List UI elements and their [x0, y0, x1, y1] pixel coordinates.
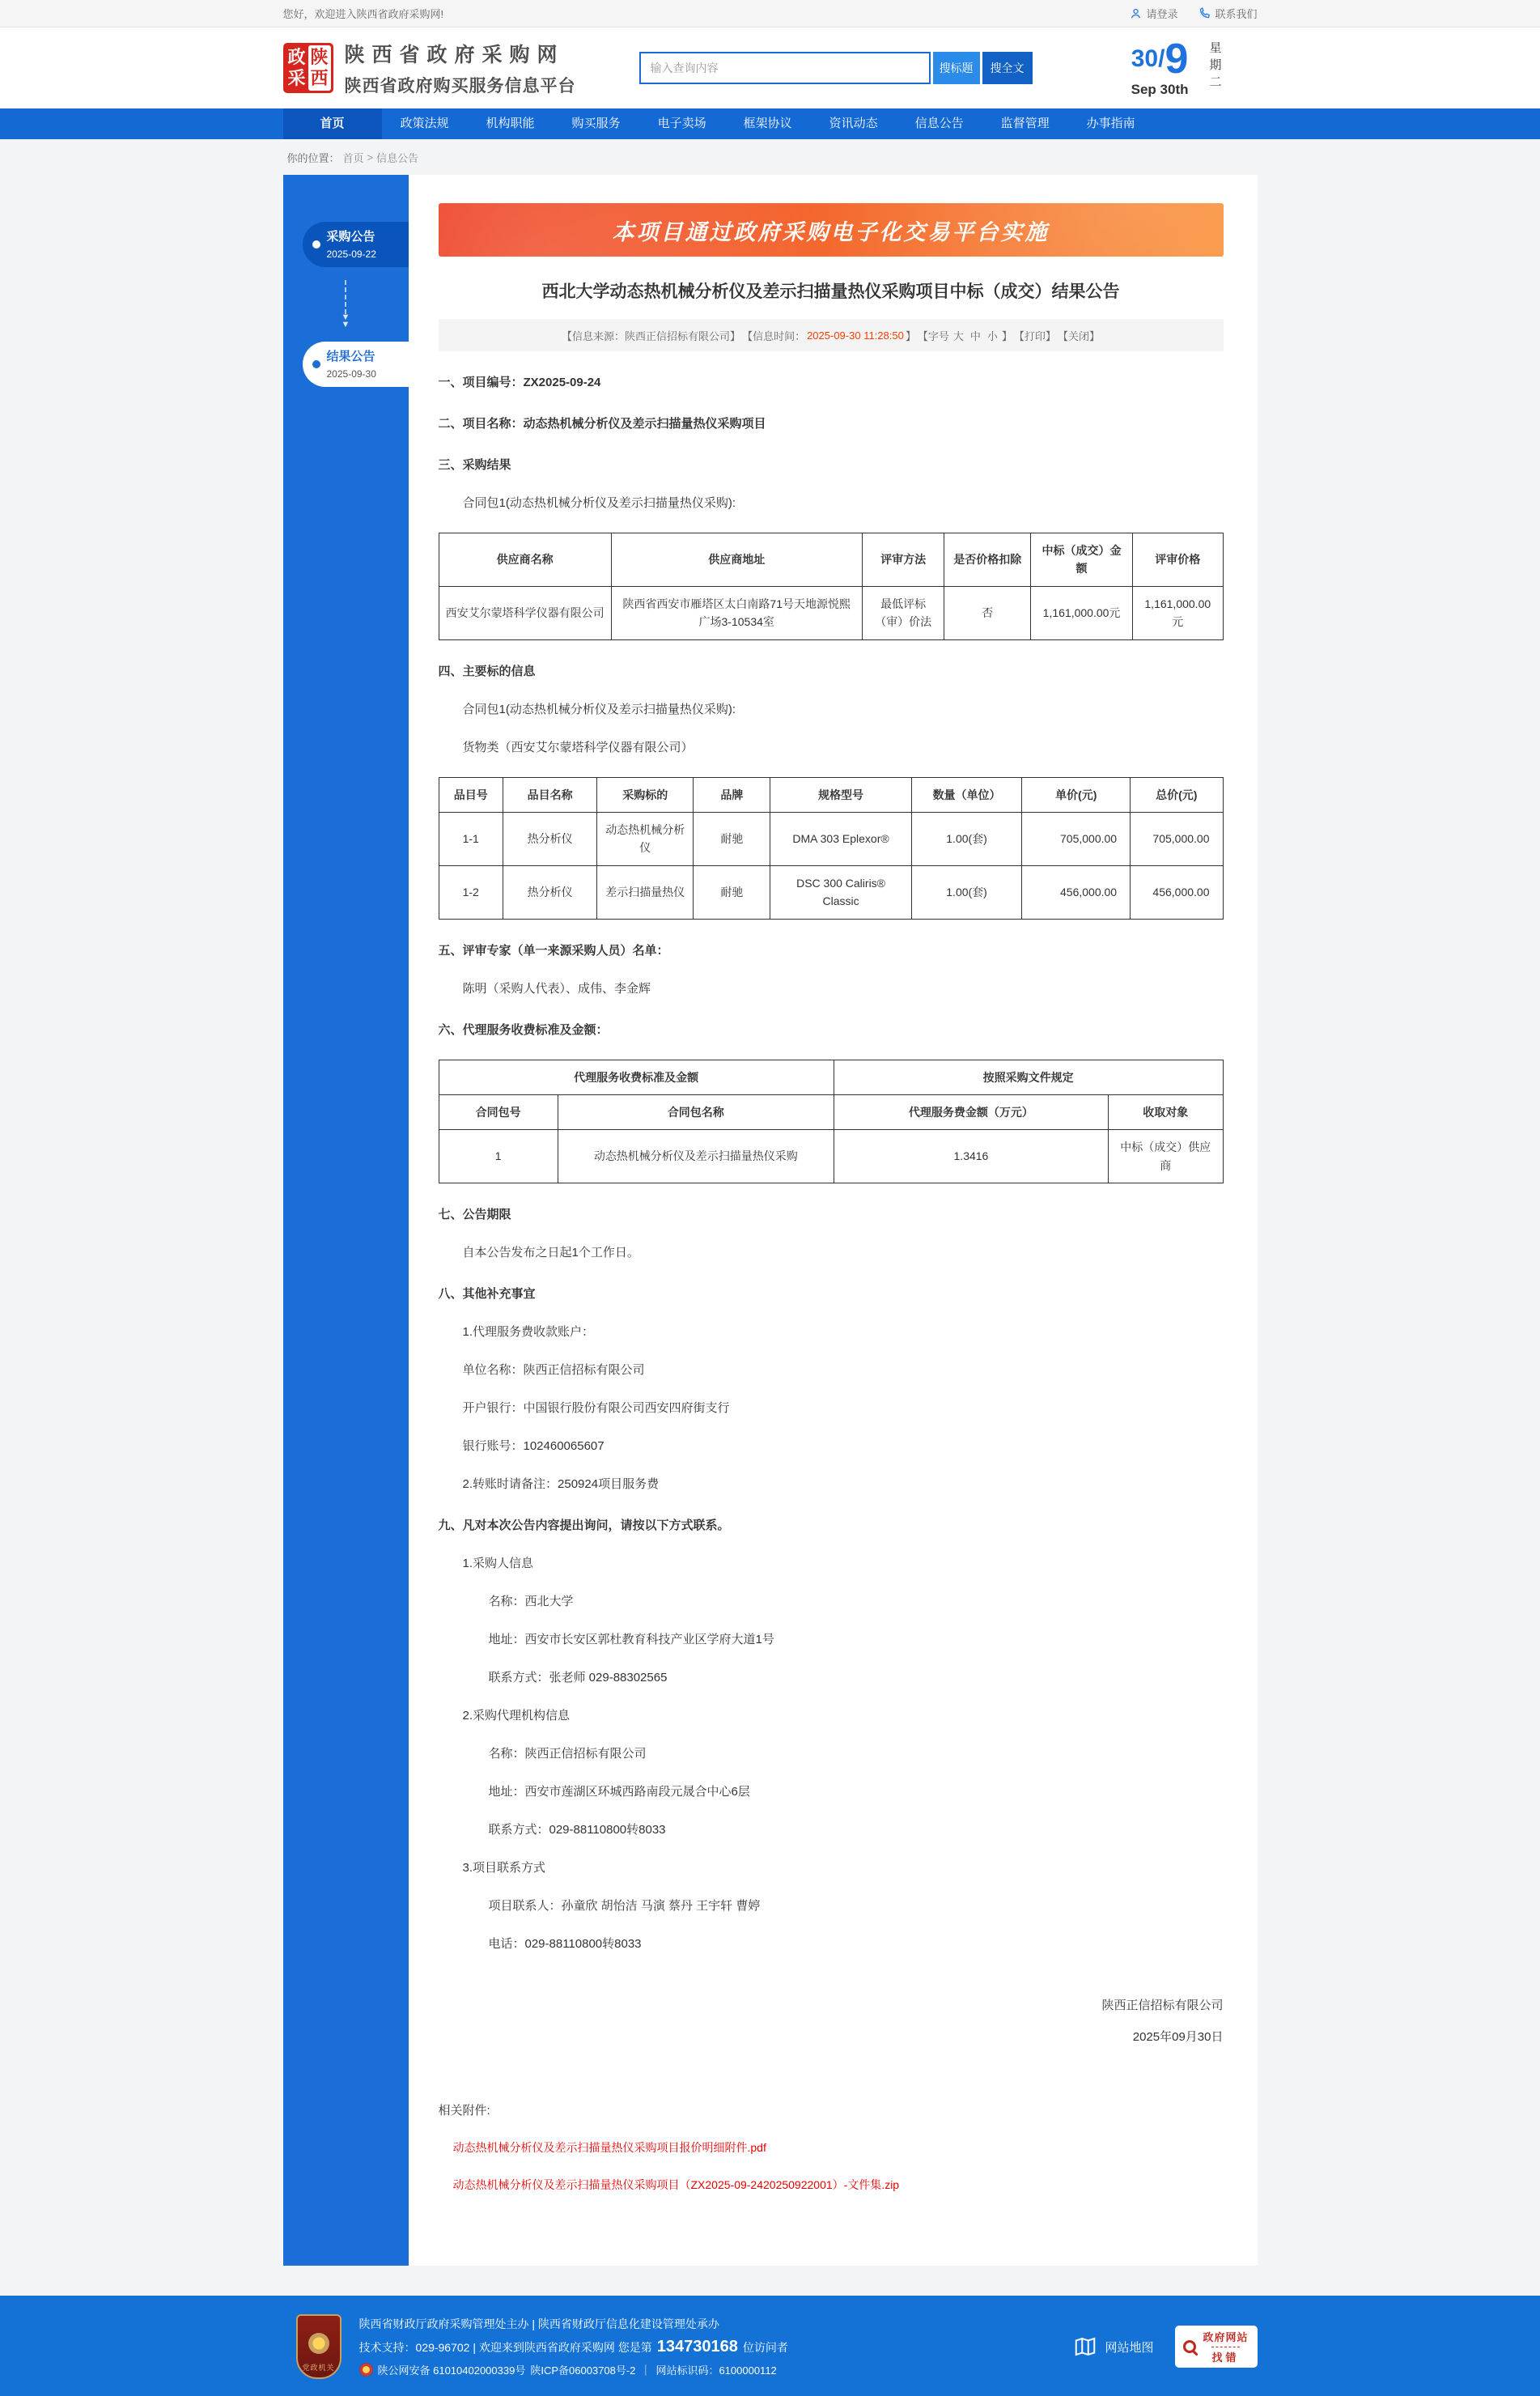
signature-block	[439, 1990, 1224, 2053]
other-para: 2.转账时请备注：250924项目服务费	[462, 1477, 660, 1492]
date-block: 30/9 Sep 30th 星期二	[1131, 36, 1222, 97]
attachment-link-pdf[interactable]: 动态热机械分析仪及差示扫描量热仪采购项目报价明细附件.pdf	[452, 2141, 766, 2155]
section-period-heading: 七、公告期限	[438, 1208, 511, 1222]
signature-date: 2025年09月30日	[1132, 2030, 1224, 2045]
topbar	[0, 0, 1540, 28]
section-items-heading: 四、主要标的信息	[438, 664, 536, 678]
table-header-row: 品目号 品目名称 采购标的 品牌 规格型号 数量（单位） 单价(元) 总价(元)	[439, 777, 1223, 812]
breadcrumb-current[interactable]: 信息公告	[376, 152, 419, 164]
sitemap-link[interactable]: 网站地图	[1073, 2334, 1153, 2359]
shield-emblem	[308, 2333, 329, 2354]
contact-line: 地址：西安市莲湖区环城西路南段元晟合中心6层	[488, 1785, 750, 1799]
contact-group-title: 2.采购代理机构信息	[462, 1709, 571, 1723]
other-para: 1.代理服务费收款账户：	[462, 1325, 595, 1340]
table-cell: 1,161,000.00元	[1133, 586, 1223, 639]
sidebar-step-purchase-announcement[interactable]: 采购公告 2025-09-22	[303, 222, 409, 267]
contact-group-title: 3.项目联系方式	[462, 1861, 546, 1876]
result-package-line: 合同包1(动态热机械分析仪及差示扫描量热仪采购):	[462, 496, 736, 510]
nav-item-functions[interactable]: 机构职能	[486, 117, 535, 130]
article-meta: 【信息来源：陕西正信招标有限公司】 【信息时间： 2025-09-30 11:28:50 】 【字号 大 中 小 】 【打印】 【关闭】	[439, 319, 1224, 351]
timeline-sidebar	[283, 175, 409, 2266]
contact-line: 电话：029-88110800转8033	[488, 1937, 642, 1952]
contact-line: 项目联系人：孙童欣 胡怡洁 马演 蔡丹 王宇轩 曹婷	[488, 1899, 761, 1914]
date-day: 30	[1131, 45, 1159, 72]
gov-site-error-report-badge[interactable]: 政府网站 找错	[1175, 2326, 1258, 2368]
site-titles	[345, 39, 576, 97]
other-para: 单位名称：陕西正信招标有限公司	[462, 1363, 645, 1378]
agency-fee-table	[439, 1060, 1224, 1184]
date-english: Sep 30th	[1131, 82, 1189, 97]
contact-line: 地址：西安市长安区郭杜教育科技产业区学府大道1号	[488, 1633, 774, 1647]
table-cell: DMA 303 Eplexor®	[770, 812, 911, 865]
search-title-button[interactable]: 搜标题	[933, 52, 980, 84]
table-cell: 1.3416	[834, 1130, 1108, 1183]
login-link[interactable]	[1130, 6, 1177, 21]
section-result-heading: 三、采购结果	[438, 458, 511, 472]
main-container	[283, 175, 1258, 2266]
table-cell: 最低评标（审）价法	[862, 586, 944, 639]
table-cell: 动态热机械分析仪	[597, 812, 694, 865]
contact-line: 名称：西北大学	[488, 1595, 574, 1609]
fontsize-large-button[interactable]: 大	[952, 329, 964, 342]
table-cell: 中标（成交）供应商	[1109, 1130, 1224, 1183]
other-para: 开户银行：中国银行股份有限公司西安四府街支行	[462, 1401, 730, 1416]
other-para: 银行账号：102460065607	[462, 1439, 605, 1454]
nav-item-announcements[interactable]: 信息公告	[914, 117, 964, 130]
table-cell: 1,161,000.00元	[1031, 586, 1133, 639]
table-cell: 否	[944, 586, 1031, 639]
search-input[interactable]	[639, 52, 931, 84]
site-name: 陕西省政府采购网	[344, 44, 565, 66]
meta-source: 【信息来源：陕西正信招标有限公司】	[562, 329, 741, 342]
table-cell: 1-1	[439, 812, 503, 865]
date-month: 9	[1165, 36, 1189, 83]
site-subtitle: 陕西省政府购买服务信息平台	[344, 77, 576, 96]
section-contact-heading: 九、凡对本次公告内容提出询问，请按以下方式联系。	[438, 1519, 730, 1533]
table-cell: 705,000.00	[1131, 812, 1223, 865]
site-logo[interactable]	[283, 43, 333, 93]
section-experts-heading: 五、评审专家（单一来源采购人员）名单：	[438, 943, 669, 958]
footer-beian-line: 陕公网安备 61010402000339号 陕ICP备06003708号-2 ｜ 网站标识码：6100000112	[359, 2362, 788, 2377]
table-cell: 差示扫描量热仪	[597, 865, 694, 919]
logo-left-chars: 政 采	[287, 47, 306, 88]
table-cell: 陕西省西安市雁塔区太白南路71号天地源悦熙广场3-10534室	[611, 586, 862, 639]
contact-link[interactable]	[1198, 6, 1257, 21]
phone-icon	[1198, 7, 1211, 19]
nav-item-policies[interactable]: 政策法规	[400, 117, 449, 130]
table-header-row: 合同包号 合同包名称 代理服务费金额（万元） 收取对象	[439, 1094, 1223, 1129]
sidebar-step-result-announcement[interactable]: 结果公告 2025-09-30	[303, 342, 409, 387]
contact-line: 名称：陕西正信招标有限公司	[488, 1747, 647, 1761]
breadcrumb	[0, 139, 1540, 175]
platform-banner: 本项目通过政府采购电子化交易平台实施	[439, 203, 1224, 257]
nav-item-home[interactable]: 首页	[283, 108, 382, 139]
party-gov-shield-icon: 党政机关	[296, 2314, 342, 2379]
table-cell: 456,000.00	[1022, 865, 1131, 919]
table-cell: 1-2	[439, 865, 503, 919]
nav-item-emall[interactable]: 电子卖场	[657, 117, 706, 130]
signature-company: 陕西正信招标有限公司	[1101, 1999, 1224, 2013]
logo-right-chars: 陕 西	[308, 45, 331, 91]
search-fulltext-button[interactable]: 搜全文	[982, 52, 1033, 84]
nav-item-supervision[interactable]: 监督管理	[1000, 117, 1050, 130]
site-footer	[0, 2296, 1540, 2396]
table-cell: 1.00(套)	[911, 865, 1022, 919]
visitor-count: 134730168	[656, 2338, 738, 2356]
table-group-header-row: 代理服务收费标准及金额 按照采购文件规定	[439, 1060, 1223, 1094]
table-cell: 705,000.00	[1022, 812, 1131, 865]
table-cell: 1	[439, 1130, 558, 1183]
police-badge-icon	[359, 2363, 373, 2377]
icp-beian-link[interactable]: 陕ICP备06003708号-2	[530, 2364, 636, 2377]
page-title: 西北大学动态热机械分析仪及差示扫描量热仪采购项目中标（成交）结果公告	[541, 283, 1120, 301]
nav-item-news[interactable]: 资讯动态	[829, 117, 878, 130]
table-cell: DSC 300 Caliris® Classic	[770, 865, 911, 919]
login-label: 请登录	[1146, 8, 1178, 20]
attachments-heading: 相关附件:	[438, 2104, 490, 2118]
contact-group-title: 1.采购人信息	[462, 1557, 534, 1571]
contact-line: 联系方式：张老师 029-88302565	[488, 1671, 668, 1685]
nav-item-framework[interactable]: 框架协议	[743, 117, 792, 130]
breadcrumb-home[interactable]: 首页	[342, 152, 364, 164]
table-row	[439, 812, 1223, 865]
footer-organizer-line: 陕西省财政厅政府采购管理处主办 | 陕西省财政厅信息化建设管理处承办	[358, 2317, 719, 2331]
welcome-text: 您好，欢迎进入陕西省政府采购网!	[282, 8, 444, 20]
step-dot	[312, 360, 320, 368]
table-row	[439, 586, 1223, 639]
items-category-line: 货物类（西安艾尔蒙塔科学仪器有限公司）	[462, 740, 694, 754]
police-beian-link[interactable]: 陕公网安备 61010402000339号	[377, 2364, 526, 2377]
table-cell: 热分析仪	[503, 812, 596, 865]
items-table	[439, 777, 1224, 920]
table-cell: 耐驰	[694, 812, 770, 865]
site-code: 网站标识码：6100000112	[655, 2364, 777, 2377]
meta-time: 2025-09-30 11:28:50	[807, 329, 904, 342]
site-header	[0, 28, 1540, 108]
table-row	[439, 1130, 1223, 1183]
article-content	[409, 175, 1258, 2266]
items-package-line: 合同包1(动态热机械分析仪及差示扫描量热仪采购):	[462, 702, 736, 716]
table-cell: 西安艾尔蒙塔科学仪器有限公司	[439, 586, 611, 639]
sitemap-icon	[1073, 2334, 1097, 2359]
step-dot	[312, 240, 320, 249]
section-agency-fee-heading: 六、代理服务收费标准及金额：	[438, 1022, 609, 1037]
fontsize-small-button[interactable]: 小	[986, 329, 998, 342]
table-cell: 耐驰	[694, 865, 770, 919]
search-box	[639, 52, 1033, 84]
magnifier-icon	[1183, 2340, 1196, 2353]
section-project-name: 二、项目名称：动态热机械分析仪及差示扫描量热仪采购项目	[438, 417, 766, 431]
result-table	[439, 533, 1224, 640]
weekday-label: 星期二	[1207, 41, 1222, 92]
table-cell: 动态热机械分析仪及差示扫描量热仪采购	[558, 1130, 834, 1183]
contact-line: 联系方式：029-88110800转8033	[488, 1823, 666, 1837]
table-header-row: 供应商名称 供应商地址 评审方法 是否价格扣除 中标（成交）金额 评审价格	[439, 533, 1223, 587]
section-project-number: 一、项目编号：ZX2025-09-24	[438, 376, 601, 389]
print-button[interactable]: 【打印】	[1013, 329, 1056, 342]
user-icon	[1130, 7, 1142, 19]
attachment-link-zip[interactable]: 动态热机械分析仪及差示扫描量热仪采购项目（ZX2025-09-2420250922001）-文件集.zip	[452, 2178, 900, 2192]
timeline-arrow: ▼ ▼	[283, 267, 409, 342]
experts-names: 陈明（采购人代表）、成伟、李金辉	[462, 981, 651, 996]
nav-item-guide[interactable]: 办事指南	[1086, 117, 1135, 130]
close-button[interactable]: 【关闭】	[1057, 329, 1100, 342]
table-cell: 1.00(套)	[911, 812, 1022, 865]
breadcrumb-prefix: 你的位置：	[286, 152, 340, 164]
table-cell: 456,000.00	[1131, 865, 1223, 919]
table-row	[439, 865, 1223, 919]
breadcrumb-separator: >	[367, 151, 374, 164]
period-text: 自本公告发布之日起1个工作日。	[462, 1246, 639, 1260]
table-cell: 热分析仪	[503, 865, 596, 919]
contact-label: 联系我们	[1215, 8, 1258, 20]
section-other-heading: 八、其他补充事宜	[438, 1287, 536, 1302]
nav-item-purchase-services[interactable]: 购买服务	[571, 117, 621, 130]
footer-tech-line: 技术支持：029-96702 | 欢迎来到陕西省政府采购网 您是第 134730168 位访问者	[358, 2338, 788, 2356]
fontsize-medium-button[interactable]: 中	[969, 329, 981, 342]
main-nav	[0, 108, 1540, 139]
attachments-section	[439, 2101, 1224, 2193]
